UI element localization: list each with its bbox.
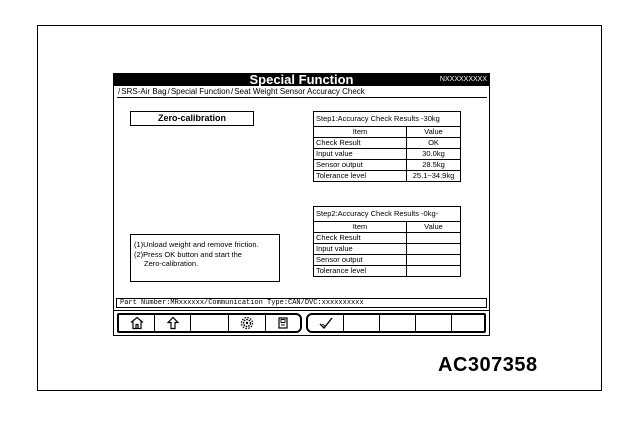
table-row bbox=[314, 149, 460, 160]
toolbar-right-group bbox=[306, 313, 486, 333]
row-label: Check Result bbox=[314, 138, 407, 149]
row-value bbox=[407, 255, 461, 266]
step1-results-panel bbox=[313, 111, 461, 182]
breadcrumb: /SRS-Air Bag/Special Function/Seat Weight Sensor Accuracy Check bbox=[117, 87, 487, 98]
row-label: Tolerance level bbox=[314, 171, 407, 182]
row-label: Sensor output bbox=[314, 160, 407, 171]
row-label: Check Result bbox=[314, 233, 407, 244]
step2-table bbox=[314, 222, 460, 276]
table-row bbox=[314, 255, 460, 266]
back-icon bbox=[166, 317, 180, 330]
figure-caption: AC307358 bbox=[438, 354, 538, 376]
row-label: Input value bbox=[314, 244, 407, 255]
table-row bbox=[314, 138, 460, 149]
window-code: NXXXXXXXXX bbox=[439, 76, 487, 83]
table-row bbox=[314, 160, 460, 171]
row-value: 28.5kg bbox=[407, 160, 461, 171]
row-label: Sensor output bbox=[314, 255, 407, 266]
instruction-line-3: Zero-calibration. bbox=[144, 259, 199, 268]
title-bar bbox=[114, 74, 489, 86]
table-header-row bbox=[314, 222, 460, 233]
row-value bbox=[407, 266, 461, 277]
table-row bbox=[314, 171, 460, 182]
breadcrumb-special-function[interactable]: Special Function bbox=[170, 87, 230, 96]
window-title: Special Function bbox=[249, 72, 354, 87]
row-value bbox=[407, 233, 461, 244]
instruction-line-2: (2)Press OK button and start the bbox=[134, 249, 242, 259]
step1-title: Step1:Accuracy Check Results -30kg bbox=[314, 112, 460, 127]
status-bar: Part Number:MRxxxxxx/Communication Type:CAN/DVC:xxxxxxxxxx bbox=[116, 298, 487, 308]
toolbar-empty-button[interactable] bbox=[380, 315, 416, 331]
ok-button[interactable] bbox=[308, 315, 344, 331]
toolbar-left-group bbox=[117, 313, 302, 333]
step2-results-panel bbox=[313, 206, 461, 277]
breadcrumb-srs-air-bag[interactable]: SRS-Air Bag bbox=[121, 87, 167, 96]
home-button[interactable] bbox=[119, 315, 155, 331]
save-icon bbox=[278, 317, 288, 329]
column-header-item: Item bbox=[314, 127, 407, 138]
home-icon bbox=[130, 317, 144, 330]
table-row bbox=[314, 266, 460, 277]
column-header-item: Item bbox=[314, 222, 407, 233]
table-row bbox=[314, 233, 460, 244]
row-value: 30.0kg bbox=[407, 149, 461, 160]
gear-icon bbox=[241, 317, 254, 330]
row-label: Input value bbox=[314, 149, 407, 160]
toolbar bbox=[114, 310, 489, 336]
toolbar-empty-button[interactable] bbox=[191, 315, 229, 331]
column-header-value: Value bbox=[407, 127, 461, 138]
toolbar-empty-button[interactable] bbox=[452, 315, 484, 331]
instruction-line-1: (1)Unload weight and remove friction. bbox=[134, 240, 259, 249]
settings-button[interactable] bbox=[229, 315, 266, 331]
step1-table bbox=[314, 127, 460, 181]
row-label: Tolerance level bbox=[314, 266, 407, 277]
toolbar-empty-button[interactable] bbox=[416, 315, 452, 331]
back-button[interactable] bbox=[155, 315, 191, 331]
column-header-value: Value bbox=[407, 222, 461, 233]
breadcrumb-seat-weight-sensor[interactable]: Seat Weight Sensor Accuracy Check bbox=[234, 87, 365, 96]
checkmark-icon bbox=[319, 317, 333, 329]
toolbar-empty-button[interactable] bbox=[344, 315, 380, 331]
row-value: 25.1~34.9kg bbox=[407, 171, 461, 182]
app-window bbox=[113, 73, 490, 336]
save-button[interactable] bbox=[266, 315, 300, 331]
row-value: OK bbox=[407, 138, 461, 149]
row-value bbox=[407, 244, 461, 255]
zero-calibration-button[interactable]: Zero-calibration bbox=[130, 111, 254, 126]
table-row bbox=[314, 244, 460, 255]
instructions-box bbox=[130, 234, 280, 282]
table-header-row bbox=[314, 127, 460, 138]
step2-title: Step2:Accuracy Check Results -0kg- bbox=[314, 207, 460, 222]
